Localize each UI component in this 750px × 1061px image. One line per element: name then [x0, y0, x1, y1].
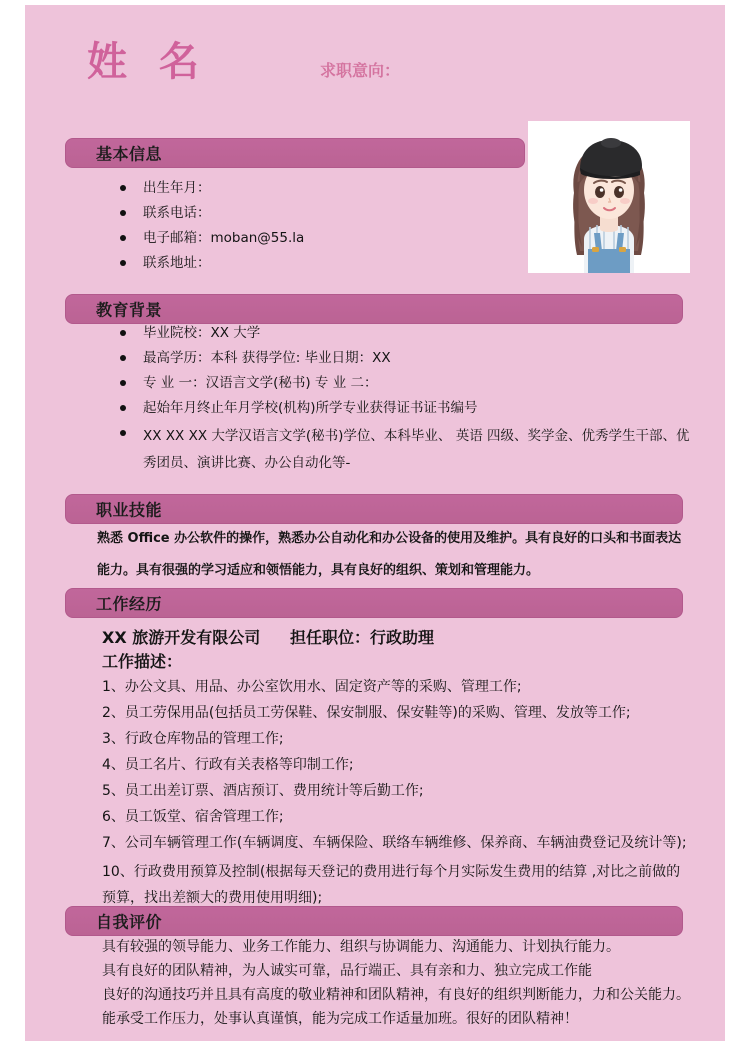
work-duty-5: 5、员工出差订票、酒店预订、费用统计等后勤工作;: [102, 783, 424, 799]
list-item: [120, 228, 540, 248]
education-school: 毕业院校：XX 大学: [143, 325, 261, 341]
work-company: XX 旅游开发有限公司: [102, 628, 261, 647]
work-duty-6: 6、员工饭堂、宿舍管理工作;: [102, 809, 284, 825]
self-evaluation-line-3: 良好的沟通技巧并且具有高度的敬业精神和团队精神，有良好的组织判断能力，力和公关能力。: [102, 987, 690, 1003]
list-item: [120, 253, 540, 273]
bullet-icon: [120, 185, 126, 191]
section-title-education: 教育背景: [96, 300, 163, 320]
list-item: [120, 323, 690, 343]
resume-sheet: [25, 5, 725, 1041]
resume-header: [25, 5, 725, 115]
list-item: [120, 348, 690, 368]
avatar-illustration-icon: [528, 121, 690, 273]
list-item: [120, 373, 690, 393]
bullet-icon: [120, 355, 126, 361]
bullet-icon: [120, 430, 126, 436]
education-degree: 最高学历：本科 获得学位: 毕业日期：XX: [143, 350, 391, 366]
self-evaluation-line-1: 具有较强的领导能力、业务工作能力、组织与协调能力、沟通能力、计划执行能力。: [102, 939, 620, 955]
bullet-icon: [120, 380, 126, 386]
education-majors: 专 业 一：汉语言文学(秘书) 专 业 二：: [143, 375, 378, 391]
section-header-self-evaluation: [65, 906, 683, 936]
education-period: 起始年月终止年月学校(机构)所学专业获得证书证书编号: [143, 400, 478, 416]
list-item: [120, 423, 692, 477]
section-header-skills: [65, 494, 683, 524]
basic-info-phone: 联系电话：: [143, 205, 211, 221]
page-title: 姓 名: [87, 39, 208, 85]
section-header-work-experience: [65, 588, 683, 618]
job-objective-label: 求职意向：: [320, 61, 401, 80]
section-header-education: [65, 294, 683, 324]
work-position: 担任职位：行政助理: [290, 628, 435, 647]
basic-info-address: 联系地址：: [143, 255, 211, 271]
section-title-skills: 职业技能: [96, 500, 163, 520]
work-duty-2: 2、员工劳保用品(包括员工劳保鞋、保安制服、保安鞋等)的采购、管理、发放等工作;: [102, 705, 631, 721]
work-description-label: 工作描述：: [102, 652, 183, 671]
work-duty-3: 3、行政仓库物品的管理工作;: [102, 731, 284, 747]
section-title-work-experience: 工作经历: [96, 594, 163, 614]
bullet-icon: [120, 235, 126, 241]
basic-info-birth: 出生年月：: [143, 180, 211, 196]
self-evaluation-line-2: 具有良好的团队精神，为人诚实可靠，品行端正、具有亲和力、独立完成工作能: [102, 963, 592, 979]
bullet-icon: [120, 260, 126, 266]
list-item: [120, 203, 540, 223]
bullet-icon: [120, 405, 126, 411]
self-evaluation-line-4: 能承受工作压力，处事认真谨慎，能为完成工作适量加班。很好的团队精神！: [102, 1011, 578, 1027]
basic-info-email: 电子邮箱：moban@55.la: [143, 230, 305, 246]
skills-paragraph: 熟悉 Office 办公软件的操作，熟悉办公自动化和办公设备的使用及维护。具有良好的口头和书面表达能力。具有很强的学习适应和领悟能力，具有良好的组织、策划和管理能力。: [97, 531, 682, 578]
section-header-basic-info: [65, 138, 525, 168]
section-title-self-evaluation: 自我评价: [96, 912, 163, 932]
list-item: [120, 398, 690, 418]
profile-photo: [528, 121, 690, 273]
work-duty-4: 4、员工名片、行政有关表格等印制工作;: [102, 757, 354, 773]
bullet-icon: [120, 210, 126, 216]
work-duty-7: 7、公司车辆管理工作(车辆调度、车辆保险、联络车辆维修、保养商、车辆油费登记及统计等);: [102, 835, 687, 851]
work-duty-10: 10、行政费用预算及控制(根据每天登记的费用进行每个月实际发生费用的结算 ,对比之前做的预算，找出差额大的费用使用明细);: [102, 864, 681, 906]
work-duty-1: 1、办公文具、用品、办公室饮用水、固定资产等的采购、管理工作;: [102, 679, 522, 695]
education-honors: XX XX XX 大学汉语言文学(秘书)学位、本科毕业、 英语 四级、奖学金、优秀学生干部、优秀团员、演讲比赛、办公自动化等-: [143, 428, 690, 471]
list-item: [120, 178, 540, 198]
section-title-basic-info: 基本信息: [96, 144, 163, 164]
bullet-icon: [120, 330, 126, 336]
